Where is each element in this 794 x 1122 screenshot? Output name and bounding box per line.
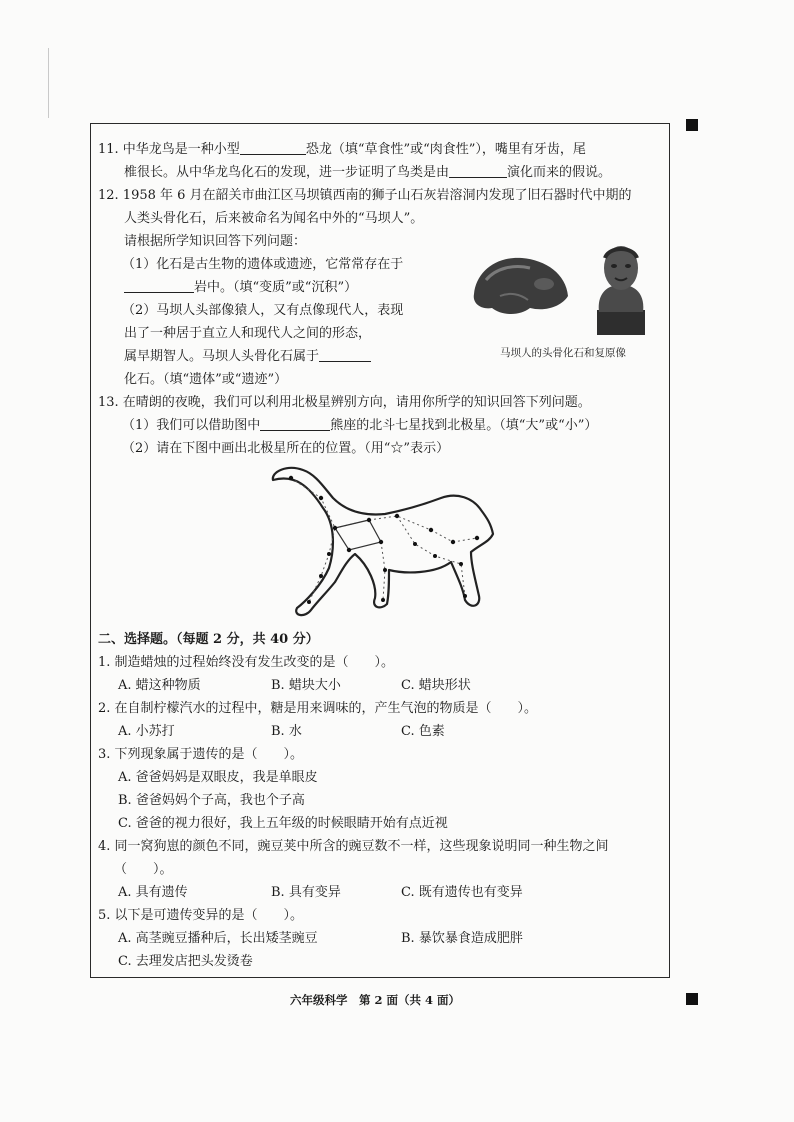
mc1-option-a[interactable]: A. 蜡这种物质 (118, 678, 201, 693)
q11-blank-1[interactable] (240, 140, 306, 155)
q13-sub1-line (122, 414, 597, 437)
q12-sub2-line-2: 出了一种居于直立人和现代人之间的形态， (124, 326, 372, 341)
q11-text-d: 演化而来的假说。 (507, 165, 612, 180)
reconstruction-bust-image (585, 240, 657, 335)
mc5-option-b[interactable]: B. 暴饮暴食造成肥胖 (401, 931, 523, 946)
mc5-stem: 5. 以下是可遗传变异的是（ ）。 (98, 908, 304, 923)
mc2-option-a[interactable]: A. 小苏打 (118, 724, 175, 739)
alignment-marker-top (686, 119, 698, 131)
mc4-option-a[interactable]: A. 具有遗传 (118, 885, 188, 900)
skull-fossil-image (470, 250, 572, 320)
mc1-stem: 1. 制造蜡烛的过程始终没有发生改变的是（ ）。 (98, 655, 395, 670)
mc3-option-c[interactable]: C. 爸爸的视力很好，我上五年级的时候眼睛开始有点近视 (118, 816, 448, 831)
q11-text-c: 椎很长。从中华龙鸟化石的发现，进一步证明了鸟类是由 (124, 165, 450, 180)
mc3-option-a[interactable]: A. 爸爸妈妈是双眼皮，我是单眼皮 (118, 770, 318, 785)
ursa-major-constellation-diagram[interactable] (265, 458, 495, 623)
q12-sub1-text: 岩中。（填“变质”或“沉积”） (194, 280, 358, 295)
section2-title: 二、选择题。（每题 2 分，共 40 分） (98, 632, 319, 647)
q13-blank-1[interactable] (260, 416, 330, 431)
q13-sub1-text-a: （1）我们可以借助图中 (122, 418, 261, 433)
q12-sub2-line-3 (124, 345, 371, 368)
q11-line-1 (98, 138, 586, 161)
mc3-option-b[interactable]: B. 爸爸妈妈个子高，我也个子高 (118, 793, 305, 808)
q11-blank-2[interactable] (449, 163, 507, 178)
q12-line-2: 人类头骨化石，后来被命名为闻名中外的“马坝人”。 (124, 211, 424, 226)
mc4-option-b[interactable]: B. 具有变异 (271, 885, 341, 900)
q11-text-b: 恐龙（填“草食性”或“肉食性”），嘴里有牙齿，尾 (305, 142, 586, 157)
mc2-option-c[interactable]: C. 色素 (401, 724, 445, 739)
mc4-stem-2: （ ）。 (114, 862, 173, 877)
page-footer: 六年级科学 第 2 面（共 4 面） (290, 993, 461, 1007)
q12-sub2-line-1: （2）马坝人头部像猿人，又有点像现代人，表现 (122, 303, 404, 318)
q11-text-a: 11. 中华龙鸟是一种小型 (98, 142, 240, 157)
q12-sub1-line-2 (124, 276, 357, 299)
q12-sub2-text: 属早期智人。马坝人头骨化石属于 (124, 349, 320, 364)
q12-sub2-line-4: 化石。（填“遗体”或“遗迹”） (124, 372, 288, 387)
mc4-stem: 4. 同一窝狗崽的颜色不同，豌豆荚中所含的豌豆数不一样，这些现象说明同一种生物之间 (98, 839, 609, 854)
q12-blank-2[interactable] (319, 347, 371, 362)
alignment-marker-bottom (686, 993, 698, 1005)
mc3-stem: 3. 下列现象属于遗传的是（ ）。 (98, 747, 304, 762)
q13-sub2-line: （2）请在下图中画出北极星所在的位置。（用“☆”表示） (122, 441, 450, 456)
mc2-option-b[interactable]: B. 水 (271, 724, 302, 739)
q12-sub1-line-1: （1）化石是古生物的遗体或遗迹，它常常存在于 (122, 257, 404, 272)
scan-edge-line (48, 48, 49, 118)
mc2-stem: 2. 在自制柠檬汽水的过程中，糖是用来调味的，产生气泡的物质是（ ）。 (98, 701, 538, 716)
q13-sub1-text-b: 熊座的北斗七星找到北极星。（填“大”或“小”） (330, 418, 598, 433)
q11-line-2 (124, 161, 611, 184)
q12-blank-1[interactable] (124, 278, 194, 293)
mc1-option-b[interactable]: B. 蜡块大小 (271, 678, 341, 693)
mc4-option-c[interactable]: C. 既有遗传也有变异 (401, 885, 523, 900)
mc5-option-c[interactable]: C. 去理发店把头发烫卷 (118, 954, 253, 969)
q13-line-1: 13. 在晴朗的夜晚，我们可以利用北极星辨别方向，请用你所学的知识回答下列问题。 (98, 395, 591, 410)
image-caption: 马坝人的头骨化石和复原像 (500, 347, 626, 359)
q12-line-1: 12. 1958 年 6 月在韶关市曲江区马坝镇西南的狮子山石灰岩溶洞内发现了旧石器时代中期的 (98, 188, 632, 203)
mc5-option-a[interactable]: A. 高茎豌豆播种后，长出矮茎豌豆 (118, 931, 318, 946)
q12-line-3: 请根据所学知识回答下列问题： (124, 234, 307, 249)
mc1-option-c[interactable]: C. 蜡块形状 (401, 678, 471, 693)
